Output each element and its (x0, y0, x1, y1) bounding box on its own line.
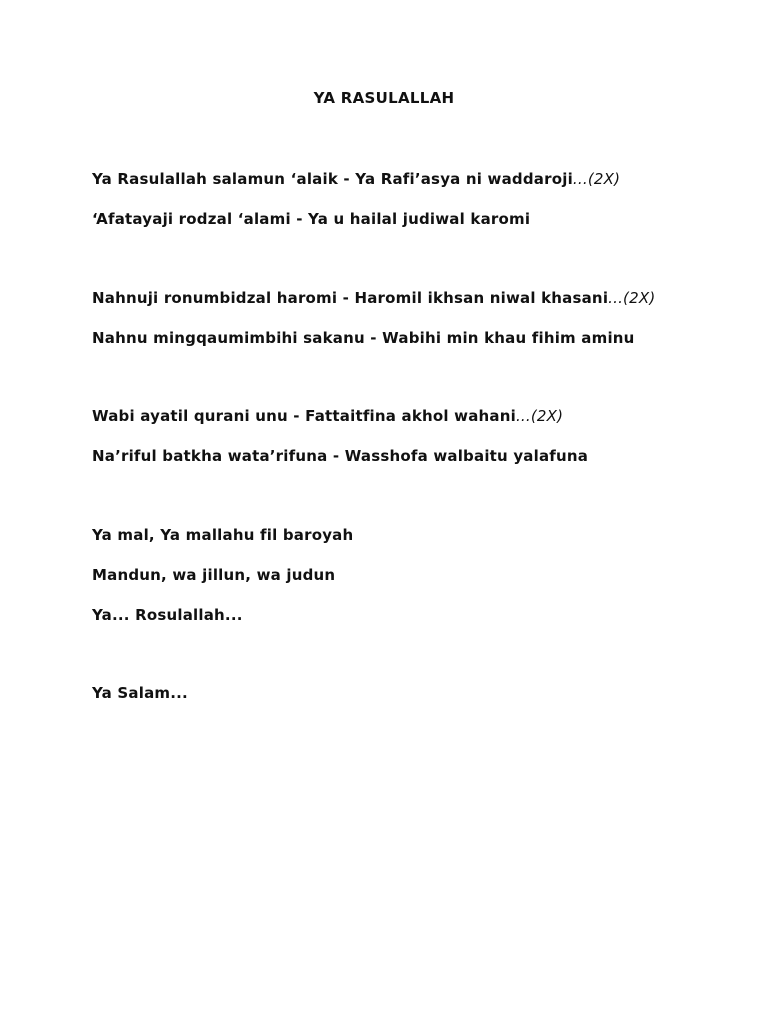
repeat-marker: ...(2X) (608, 289, 656, 307)
lyric-text: Ya Rasulallah salamun ‘alaik - Ya Rafi’asya ni waddaroji (92, 170, 573, 188)
lyric-text: Ya mal, Ya mallahu fil baroyah (92, 526, 354, 544)
lyric-line (92, 566, 335, 584)
lyric-line (92, 170, 620, 188)
lyric-line (92, 684, 188, 702)
lyric-line (92, 407, 563, 425)
lyric-line (92, 526, 353, 544)
lyric-line (92, 447, 588, 465)
lyric-line (92, 329, 635, 347)
lyric-line (92, 606, 243, 624)
lyric-line (92, 289, 655, 307)
lyric-text: ‘Afatayaji rodzal ‘alami - Ya u hailal judiwal karomi (92, 210, 531, 228)
lyric-text: Ya Salam... (92, 684, 188, 702)
lyric-text: Mandun, wa jillun, wa judun (92, 566, 336, 584)
lyric-text: Wabi ayatil qurani unu - Fattaitfina akhol wahani (92, 407, 516, 425)
repeat-marker: ...(2X) (572, 170, 621, 188)
song-title: YA RASULALLAH (313, 89, 455, 107)
repeat-marker: ...(2X) (515, 407, 564, 425)
lyric-text: Ya... Rosulallah... (92, 606, 243, 624)
lyric-text: Na’riful batkha wata’rifuna - Wasshofa walbaitu yalafuna (92, 447, 589, 465)
lyric-line (92, 210, 530, 228)
lyric-text: Nahnu mingqaumimbihi sakanu - Wabihi min khau fihim aminu (92, 329, 635, 347)
lyric-text: Nahnuji ronumbidzal haromi - Haromil ikhsan niwal khasani (92, 289, 609, 307)
